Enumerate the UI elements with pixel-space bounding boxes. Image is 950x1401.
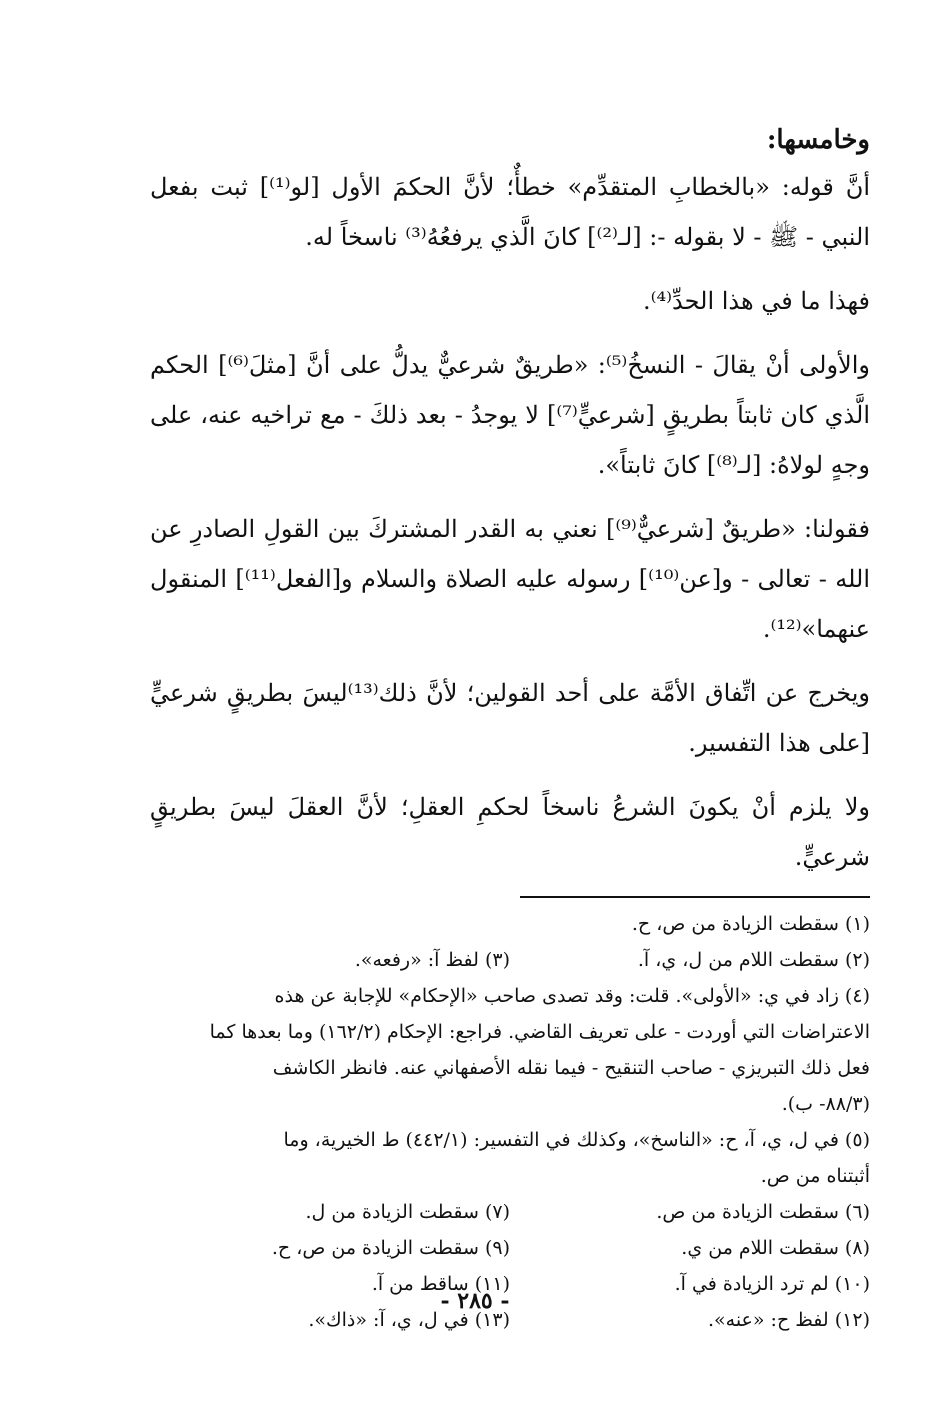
footnote-5-line-1: (٥) في ل، ي، آ، ح: «الناسخ»، وكذلك في التفسير: (٤٤٢/١) ط الخيرية، وما [283, 1129, 870, 1151]
paragraph-4: فقولنا: «طريقٌ [شرعيٌّ⁽⁹⁾] نعني به القدر المشتركَ بين القولِ الصادرِ عن الله - تعالى - و[عن⁽¹⁰⁾] رسوله عليه الصلاة والسلام و[الفعل⁽¹¹⁾] المنقول عنهما»⁽¹²⁾. [150, 515, 870, 643]
paragraph-2: فهذا ما في هذا الحدِّ⁽⁴⁾. [642, 287, 870, 315]
footnote-row [150, 1230, 870, 1266]
paragraph-5: ويخرج عن اتِّفاق الأمَّة على أحد القولين؛ لأنَّ ذلك⁽¹³⁾ليسَ بطريقٍ شرعيٍّ [على هذا التفسير. [150, 679, 870, 757]
section-heading: وخامسها: [766, 125, 870, 155]
footnote-9: (٩) سقطت الزيادة من ص، ح. [271, 1237, 510, 1259]
footnote-8: (٨) سقطت اللام من ي. [681, 1237, 870, 1259]
footnote-10: (١٠) لم ترد الزيادة في آ. [674, 1273, 870, 1295]
page-number: - ٢٨٥ - [440, 1288, 510, 1314]
footnote-4-line-4: (٨٨/٣- ب). [781, 1093, 870, 1115]
footnote-2: (٢) سقطت اللام من ل، ي، آ. [637, 949, 870, 971]
paragraph-3: والأولى أنْ يقالَ - النسخُ⁽⁵⁾: «طريقٌ شرعيٌّ يدلُّ على أنَّ [مثلَ⁽⁶⁾] الحكم الَّذي كان ثابتاً بطريقٍ [شرعيٍّ⁽⁷⁾] لا يوجدُ - بعد ذلكَ - مع تراخيه عنه، على وجهٍ لولاهُ: [لـ⁽⁸⁾] كانَ ثابتاً». [150, 351, 870, 479]
footnote-12: (١٢) لفظ ح: «عنه». [707, 1309, 870, 1331]
footnote-4-line-3: فعل ذلك التبريزي - صاحب التنقيح - فيما نقله الأصفهاني عنه. فانظر الكاشف [272, 1057, 870, 1079]
footnote-7: (٧) سقطت الزيادة من ل. [305, 1201, 510, 1223]
footnote-row [150, 1194, 870, 1230]
footnote-13: (١٣) في ل، ي، آ: «ذاك». [308, 1309, 510, 1331]
footnote-11: (١١) ساقط من آ. [371, 1273, 510, 1295]
paragraph-6: ولا يلزم أنْ يكونَ الشرعُ ناسخاً لحكمِ العقلِ؛ لأنَّ العقلَ ليسَ بطريقٍ شرعيٍّ. [150, 793, 870, 871]
footnote-4-line-2: الاعتراضات التي أوردت - على تعريف القاضي. فراجع: الإحكام (١٦٢/٢) وما بعدها كما [209, 1021, 870, 1043]
page-body [150, 112, 870, 1338]
footnote-4-line-1: (٤) زاد في ي: «الأولى». قلت: وقد تصدى صاحب «الإحكام» للإجابة عن هذه [274, 985, 870, 1007]
footnote-5-line-2: أثبتناه من ص. [760, 1165, 870, 1187]
footnote-1: (١) سقطت الزيادة من ص، ح. [631, 913, 870, 935]
footnote-6: (٦) سقطت الزيادة من ص. [656, 1201, 870, 1223]
paragraph-1: أنَّ قوله: «بالخطابِ المتقدِّم» خطأٌ؛ لأنَّ الحكمَ الأول [لو⁽¹⁾] ثبت بفعل النبي - ﷺ - لا بقوله -: [لـ⁽²⁾] كانَ الَّذي يرفعُهُ⁽³⁾ ناسخاً له. [150, 173, 871, 251]
footnote-row [150, 942, 870, 978]
footnote-3: (٣) لفظ آ: «رفعه». [354, 949, 510, 971]
footnote-divider [520, 896, 870, 898]
footnotes [150, 906, 870, 1338]
